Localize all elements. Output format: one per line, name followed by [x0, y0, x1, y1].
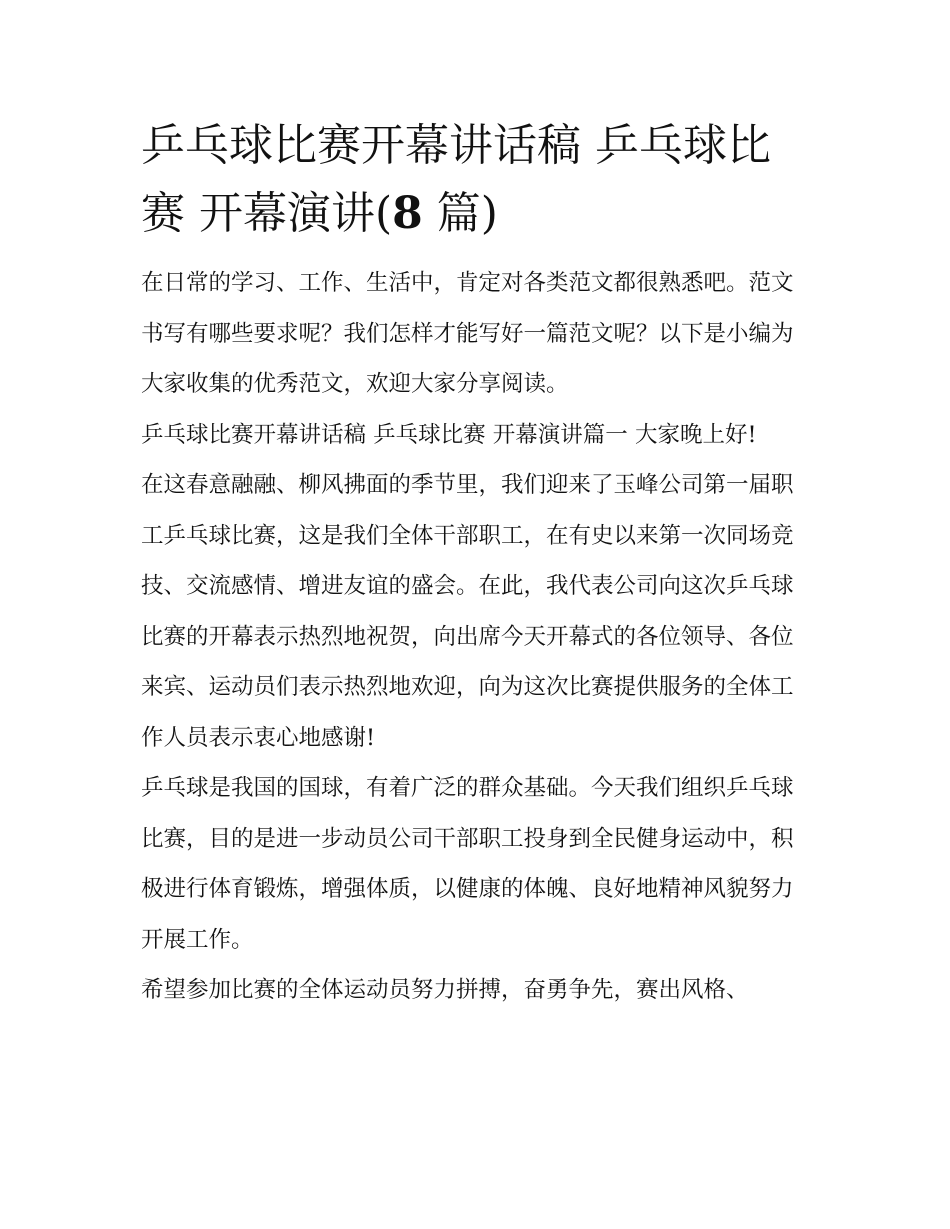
paragraph-welcome: 在这春意融融、柳风拂面的季节里，我们迎来了玉峰公司第一届职工乒乓球比赛，这是我们全体干部职工，在有史以来第一次同场竞技、交流感情、增进友谊的盛会。在此，我代表公司向这次乒乓球比赛的开幕表示热烈地祝贺，向出席今天开幕式的各位领导、各位来宾、运动员们表示热烈地欢迎，向为这次比赛提供服务的全体工作人员表示衷心地感谢! [141, 472, 794, 751]
title-text: 乒乓球比赛开幕讲话稿 乒乓球比赛 开幕演讲( [141, 120, 771, 239]
paragraph-intro: 在日常的学习、工作、生活中，肯定对各类范文都很熟悉吧。范文书写有哪些要求呢？我们怎样才能写好一篇范文呢？以下是小编为大家收集的优秀范文，欢迎大家分享阅读。 [141, 270, 794, 397]
document-title [141, 112, 813, 248]
title-suffix: 篇) [422, 188, 498, 239]
paragraph-hope: 希望参加比赛的全体运动员努力拼搏，奋勇争先，赛出风格、 [141, 977, 749, 1003]
title-count: 8 [392, 188, 423, 239]
document-body [141, 258, 813, 1016]
paragraph-purpose: 乒乓球是我国的国球，有着广泛的群众基础。今天我们组织乒乓球比赛，目的是进一步动员公司干部职工投身到全民健身运动中，积极进行体育锻炼，增强体质，以健康的体魄、良好地精神风貌努力开展工作。 [141, 775, 794, 953]
paragraph-heading-1: 乒乓球比赛开幕讲话稿 乒乓球比赛 开幕演讲篇一 大家晚上好! [141, 421, 757, 448]
document-content [141, 112, 813, 1016]
